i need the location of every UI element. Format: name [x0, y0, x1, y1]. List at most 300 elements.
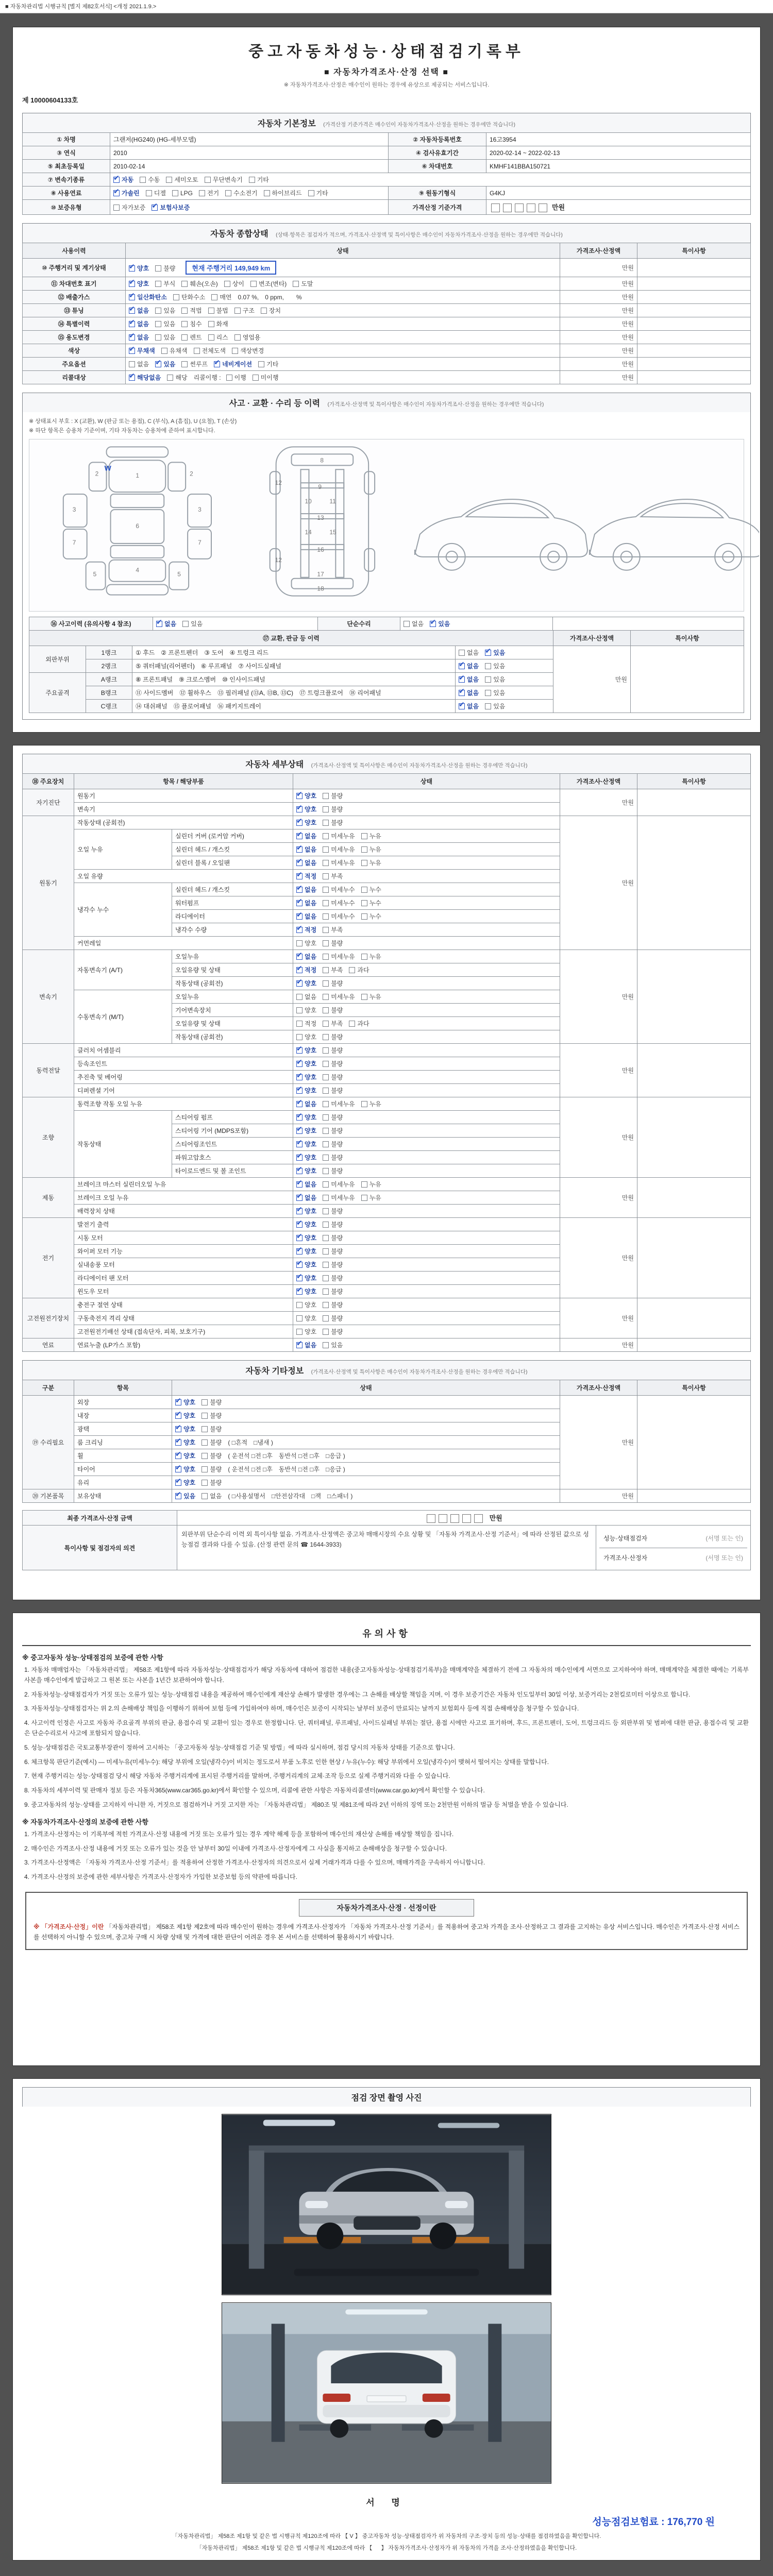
- checkbox-양호[interactable]: ✔ 양호: [296, 1274, 316, 1282]
- misc-state: [172, 1409, 560, 1422]
- section-misc-info: [22, 1360, 751, 1380]
- checkbox-불량[interactable]: 불량: [323, 1166, 343, 1175]
- checkbox-box-icon: [323, 1034, 329, 1040]
- checkbox-없음[interactable]: ✔ 없음: [156, 619, 176, 628]
- checkbox-자가보증[interactable]: 자가보증: [113, 203, 145, 212]
- checkbox-양호[interactable]: ✔ 양호: [296, 1140, 316, 1148]
- checkbox-양호[interactable]: ✔ 양호: [175, 1451, 195, 1460]
- checkbox-상이[interactable]: 상이: [224, 279, 244, 288]
- photo-1-image: [222, 2114, 551, 2295]
- detail-item: 자동변속기 (A/T): [74, 950, 172, 990]
- checkbox-box-icon: [173, 294, 179, 300]
- checkbox-box-icon: [250, 281, 257, 287]
- price-digit-box: [539, 204, 547, 212]
- comp-row-label: ⑫ 배출가스: [23, 291, 126, 304]
- checkbox-없음[interactable]: ✔ 없음: [296, 1193, 316, 1202]
- rank-items: ⑪ 사이드멤버 ⑫ 휠하우스 ⑬ 필러패널 (⑬A, ⑬B, ⑬C) ⑰ 트렁크플로어 ⑱ 리어패널: [132, 686, 456, 699]
- checkbox-리스[interactable]: 리스: [208, 333, 228, 342]
- detail-state: [293, 910, 560, 923]
- detail-state: [293, 1178, 560, 1191]
- checkbox-불량[interactable]: 불량: [323, 1126, 343, 1135]
- detail-state: [293, 1017, 560, 1030]
- checkbox-화재[interactable]: 화재: [208, 319, 228, 328]
- checkbox-없음[interactable]: ✔ 없음: [129, 319, 149, 328]
- checkbox-양호[interactable]: ✔ 양호: [175, 1438, 195, 1447]
- checkbox-box-icon: [296, 967, 303, 973]
- checkbox-보험사보증[interactable]: ✔ 보험사보증: [152, 203, 190, 212]
- checkbox-box-icon: [296, 1088, 303, 1094]
- note-cell: [637, 1178, 751, 1218]
- checkbox-불량[interactable]: 불량: [323, 1032, 343, 1041]
- checkbox-없음[interactable]: ✔ 없음: [459, 675, 479, 684]
- checkbox-없음[interactable]: ✔ 없음: [296, 885, 316, 894]
- checkbox-없음[interactable]: ✔ 없음: [296, 1099, 316, 1108]
- checkbox-있음[interactable]: ✔ 있음: [430, 619, 450, 628]
- detail-item: 등속조인트: [74, 1057, 293, 1071]
- price-digit-box: [527, 204, 535, 212]
- detail-item: 작동상태: [74, 1111, 172, 1178]
- photo-2-image: [222, 2303, 551, 2483]
- checkbox-box-icon: [459, 650, 465, 656]
- checkbox-과다[interactable]: 과다: [349, 965, 369, 974]
- checkbox-양호[interactable]: ✔ 양호: [296, 1247, 316, 1256]
- checkbox-누수[interactable]: 누수: [361, 912, 381, 921]
- checkbox-양호[interactable]: ✔ 양호: [296, 791, 316, 800]
- checkbox-없음[interactable]: ✔ 없음: [459, 702, 479, 710]
- final-price-label: 최종 가격조사·산정 금액: [23, 1511, 177, 1526]
- checkbox-box-icon: [459, 663, 465, 669]
- checkbox-불량[interactable]: 불량: [201, 1478, 222, 1487]
- checkbox-양호[interactable]: 양호: [296, 1300, 316, 1309]
- checkbox-있음[interactable]: 있음: [323, 1341, 343, 1349]
- diagram-legend: [29, 417, 744, 435]
- checkbox-누유[interactable]: 누유: [361, 992, 381, 1001]
- section-title: 사고 · 교환 · 수리 등 이력: [229, 399, 321, 409]
- checkbox-렌트[interactable]: 렌트: [181, 333, 201, 342]
- checkbox-양호[interactable]: ✔ 양호: [296, 1220, 316, 1229]
- checkbox-불량[interactable]: 불량: [323, 1274, 343, 1282]
- checkbox-미세누유[interactable]: 미세누유: [323, 858, 355, 867]
- notice-item: 7. 현재 주행거리는 성능·상태점검 당시 해당 자동차 주행거리계에 표시된 주행거리를 말하며, 주행거리계의 교체·조작 등으로 실제 주행거리와 다를 수 있습니다.: [24, 1772, 450, 1780]
- checkbox-box-icon: [296, 1329, 303, 1335]
- checkbox-영업용[interactable]: 영업용: [234, 333, 261, 342]
- checkbox-없음[interactable]: ✔ 없음: [296, 899, 316, 907]
- checkbox-부족[interactable]: 부족: [323, 965, 343, 974]
- checkbox-box-icon: [323, 940, 329, 946]
- checkbox-불량[interactable]: 불량: [323, 1327, 343, 1336]
- checkbox-양호[interactable]: ✔ 양호: [296, 1126, 316, 1135]
- detail-state: [293, 1298, 560, 1312]
- checkbox-누유[interactable]: 누유: [361, 1180, 381, 1189]
- checkbox-기타[interactable]: 기타: [258, 360, 278, 368]
- checkbox-있음[interactable]: 있음: [485, 688, 505, 697]
- checkbox-탄화수소[interactable]: 탄화수소: [173, 293, 205, 301]
- checkbox-box-icon: [323, 1208, 329, 1214]
- checkbox-미세누수[interactable]: 미세누수: [323, 912, 355, 921]
- checkbox-불량[interactable]: 불량: [323, 939, 343, 947]
- checkbox-적정[interactable]: ✔ 적정: [296, 925, 316, 934]
- column-header: 특이사항: [637, 1380, 751, 1396]
- checkbox-도말[interactable]: 도말: [293, 279, 313, 288]
- checkbox-불량[interactable]: 불량: [323, 1207, 343, 1215]
- checkbox-양호[interactable]: ✔ 양호: [296, 1046, 316, 1055]
- checkbox-양호[interactable]: 양호: [296, 939, 316, 947]
- svg-text:3: 3: [198, 505, 201, 513]
- checkbox-불량[interactable]: 불량: [323, 1233, 343, 1242]
- checkbox-없음[interactable]: ✔ 없음: [296, 858, 316, 867]
- checkbox-불량[interactable]: 불량: [323, 1140, 343, 1148]
- car-diagram-svg: [29, 442, 759, 606]
- checkbox-양호[interactable]: ✔ 양호: [129, 279, 149, 288]
- form-reference-bar: [0, 0, 773, 13]
- note-cell: [637, 331, 751, 344]
- checkbox-불법[interactable]: 불법: [208, 306, 228, 315]
- checkbox-양호[interactable]: ✔ 양호: [296, 1113, 316, 1122]
- checkbox-불량[interactable]: 불량: [323, 1247, 343, 1256]
- checkbox-미세누유[interactable]: 미세누유: [323, 1099, 355, 1108]
- checkbox-box-icon: [140, 177, 146, 183]
- checkbox-없음[interactable]: ✔ 없음: [296, 832, 316, 840]
- checkbox-해당[interactable]: 해당: [167, 373, 187, 382]
- checkbox-부족[interactable]: 부족: [323, 925, 343, 934]
- checkbox-누유[interactable]: 누유: [361, 1193, 381, 1202]
- checkbox-box-icon: [323, 1235, 329, 1241]
- checkbox-양호[interactable]: ✔ 양호: [296, 805, 316, 814]
- checkbox-불량[interactable]: 불량: [323, 1046, 343, 1055]
- detail-item: 오일 유량: [74, 870, 293, 883]
- checkbox-불량[interactable]: 불량: [323, 818, 343, 827]
- checkbox-기타[interactable]: 기타: [249, 175, 269, 184]
- checkbox-없음[interactable]: ✔ 없음: [129, 306, 149, 315]
- checkbox-네비게이션[interactable]: ✔ 네비게이션: [214, 360, 252, 368]
- checkbox-없음[interactable]: 없음: [296, 992, 316, 1001]
- detail-row: [23, 1044, 751, 1057]
- checkbox-box-icon: [175, 1399, 181, 1405]
- checkbox-썬루프[interactable]: 썬루프: [181, 360, 208, 368]
- misc-state: ✔ 양호 불량 ( □흔적 □냄새 ): [172, 1436, 560, 1449]
- checkbox-없음[interactable]: ✔ 없음: [296, 845, 316, 854]
- checkbox-양호[interactable]: ✔ 양호: [296, 1207, 316, 1215]
- checkbox-양호[interactable]: 양호: [296, 1032, 316, 1041]
- checkbox-없음[interactable]: ✔ 없음: [296, 912, 316, 921]
- detail-item: 변속기: [74, 803, 293, 816]
- checkbox-불량[interactable]: 불량: [323, 1287, 343, 1296]
- checkbox-수동[interactable]: 수동: [140, 175, 160, 184]
- checkbox-없음[interactable]: 없음: [404, 619, 424, 628]
- checkbox-양호[interactable]: ✔ 양호: [296, 818, 316, 827]
- checkbox-있음[interactable]: ✔ 있음: [485, 648, 505, 657]
- checkbox-불량[interactable]: 불량: [323, 1113, 343, 1122]
- checkbox-box-icon: [208, 321, 214, 327]
- checkbox-유채색[interactable]: 유채색: [161, 346, 188, 355]
- checkbox-하이브리드[interactable]: 하이브리드: [264, 189, 302, 197]
- checkbox-훼손(오손)[interactable]: 훼손(오손): [181, 279, 217, 288]
- checkbox-양호[interactable]: ✔ 양호: [296, 1059, 316, 1068]
- checkbox-누수[interactable]: 누수: [361, 885, 381, 894]
- checkbox-양호[interactable]: ✔ 양호: [296, 1233, 316, 1242]
- price-digit-box: [439, 1514, 447, 1523]
- checkbox-없음[interactable]: ✔ 없음: [459, 688, 479, 697]
- detail-item: 냉각수 누수: [74, 883, 172, 937]
- detail-item: 와이퍼 모터 기능: [74, 1245, 293, 1258]
- column-header: 항목 / 해당부품: [74, 774, 293, 789]
- misc-row: [23, 1396, 751, 1409]
- note-cell: [637, 277, 751, 291]
- checkbox-무채색[interactable]: ✔ 무채색: [129, 346, 155, 355]
- checkbox-미세누유[interactable]: 미세누유: [323, 832, 355, 840]
- detail-state: [293, 977, 560, 990]
- checkbox-box-icon: [261, 308, 267, 314]
- column-header: 구분: [23, 1380, 74, 1396]
- checkbox-색상변경[interactable]: 색상변경: [232, 346, 264, 355]
- column-header: 가격조사·산정액: [553, 630, 631, 646]
- checkbox-box-icon: [308, 190, 314, 196]
- checkbox-불량[interactable]: 불량: [323, 1006, 343, 1014]
- checkbox-있음[interactable]: 있음: [485, 662, 505, 670]
- checkbox-box-icon: [264, 190, 270, 196]
- checkbox-없음[interactable]: ✔ 없음: [296, 1341, 316, 1349]
- table-header-row: [23, 774, 751, 789]
- svg-text:12: 12: [275, 479, 282, 486]
- notice-item: 8. 자동차의 세부이력 및 판매자 정보 등은 자동차365(www.car365.go.kr)에서 확인할 수 있으며, 리콜에 관한 사항은 자동차리콜센터(www.car.go.kr)에서 확인할 수 있습니다.: [24, 1787, 485, 1794]
- checkbox-불량[interactable]: 불량: [323, 1059, 343, 1068]
- detail-part: 스티어링 펌프: [172, 1111, 293, 1124]
- fuel-checks: [110, 187, 389, 200]
- inspector-sign-label: 성능·상태점검자: [603, 1534, 648, 1542]
- checkbox-적법[interactable]: 적법: [181, 306, 201, 315]
- car-diagrams: [29, 439, 744, 612]
- checkbox-box-icon: [296, 1208, 303, 1214]
- checkbox-있음[interactable]: ✔ 있음: [175, 1492, 195, 1500]
- checkbox-누유[interactable]: 누유: [361, 1099, 381, 1108]
- comp-row: [23, 358, 751, 371]
- checkbox-box-icon: [167, 375, 173, 381]
- checkbox-적정[interactable]: 적정: [296, 1019, 316, 1028]
- field-label: ④ 검사유효기간: [389, 146, 486, 160]
- checkbox-과다[interactable]: 과다: [349, 1019, 369, 1028]
- checkbox-box-icon: [199, 190, 205, 196]
- rank-name: B랭크: [86, 686, 132, 699]
- checkbox-수소전기[interactable]: 수소전기: [225, 189, 257, 197]
- checkbox-없음[interactable]: ✔ 없음: [459, 662, 479, 670]
- rank-items: ⑧ 프론트패널 ⑨ 크로스멤버 ⑩ 인사이드패널: [132, 672, 456, 686]
- checkbox-없음[interactable]: ✔ 없음: [296, 952, 316, 961]
- checkbox-box-icon: [296, 887, 303, 893]
- checkbox-세미오토[interactable]: 세미오토: [166, 175, 198, 184]
- detail-item: 브레이크 마스터 실린더오일 누유: [74, 1178, 293, 1191]
- checkbox-구조[interactable]: 구조: [234, 306, 255, 315]
- checkbox-box-icon: [296, 1262, 303, 1268]
- checkbox-있음[interactable]: 있음: [155, 333, 175, 342]
- checkbox-가솔린[interactable]: ✔ 가솔린: [113, 189, 140, 197]
- detail-item: 고전원전기배선 상태 (접속단자, 피복, 보호기구): [74, 1325, 293, 1338]
- checkbox-있음[interactable]: 있음: [485, 675, 505, 684]
- checkbox-불량[interactable]: 불량: [323, 1086, 343, 1095]
- checkbox-불량[interactable]: 불량: [323, 979, 343, 988]
- checkbox-양호[interactable]: ✔ 양호: [296, 979, 316, 988]
- checkbox-양호[interactable]: ✔ 양호: [175, 1465, 195, 1473]
- checkbox-매연[interactable]: 매연: [211, 293, 231, 301]
- checkbox-box-icon: [296, 1289, 303, 1295]
- checkbox-box-icon: [296, 900, 303, 906]
- checkbox-적정[interactable]: ✔ 적정: [296, 965, 316, 974]
- checkbox-box-icon: [181, 281, 188, 287]
- checkbox-불량[interactable]: 불량: [323, 1153, 343, 1162]
- checkbox-변조(변타)[interactable]: 변조(변타): [250, 279, 287, 288]
- price-unit: 만원: [489, 1514, 502, 1522]
- comp-row-state: [126, 259, 560, 277]
- checkbox-미세누수[interactable]: 미세누수: [323, 899, 355, 907]
- detail-item: 동력조향 작동 오일 누유: [74, 1097, 293, 1111]
- checkbox-침수[interactable]: 침수: [181, 319, 201, 328]
- checkbox-양호[interactable]: ✔ 양호: [175, 1425, 195, 1433]
- checkbox-양호[interactable]: ✔ 양호: [129, 264, 149, 273]
- checkbox-불량[interactable]: 불량: [323, 791, 343, 800]
- checkbox-미이행[interactable]: 미이행: [253, 373, 279, 382]
- checkbox-양호[interactable]: 양호: [296, 1314, 316, 1323]
- checkbox-누수[interactable]: 누수: [361, 899, 381, 907]
- checkbox-box-icon: [224, 281, 230, 287]
- checkbox-box-icon: [146, 190, 152, 196]
- checkbox-불량[interactable]: 불량: [323, 1220, 343, 1229]
- checkbox-불량[interactable]: 불량: [201, 1411, 222, 1420]
- misc-item: 보유상태: [74, 1489, 172, 1503]
- checkbox-양호[interactable]: ✔ 양호: [296, 1287, 316, 1296]
- checkbox-해당없음[interactable]: ✔ 해당없음: [129, 373, 161, 382]
- checkbox-불량[interactable]: 불량: [323, 1300, 343, 1309]
- checkbox-불량[interactable]: 불량: [201, 1451, 222, 1460]
- checkbox-이행[interactable]: 이행: [226, 373, 246, 382]
- checkbox-있음[interactable]: 있음: [485, 702, 505, 710]
- checkbox-있음[interactable]: 있음: [155, 306, 175, 315]
- detail-state: [293, 1245, 560, 1258]
- checkbox-box-icon: [323, 954, 329, 960]
- column-header: 상태: [293, 774, 560, 789]
- misc-state: ✔ 양호 불량 ( 운전석 □전 □후 동반석 □전 □후 □응급 ): [172, 1463, 560, 1476]
- checkbox-LPG[interactable]: LPG: [172, 190, 193, 197]
- checkbox-부족[interactable]: 부족: [323, 872, 343, 880]
- comp-row-state: [126, 358, 560, 371]
- checkbox-양호[interactable]: ✔ 양호: [296, 1073, 316, 1081]
- section-note: (가격산정 기준가격은 매수인이 자동차가격조사·산정을 원하는 경우에만 적습니다): [323, 122, 515, 128]
- checkbox-box-icon: [175, 1413, 181, 1419]
- comp-row-state: [126, 304, 560, 317]
- checkbox-디젤[interactable]: 디젤: [146, 189, 166, 197]
- checkbox-누유[interactable]: 누유: [361, 858, 381, 867]
- checkbox-box-icon: [181, 321, 188, 327]
- checkbox-장치[interactable]: 장치: [261, 306, 281, 315]
- checkbox-부족[interactable]: 부족: [323, 1019, 343, 1028]
- detail-part: 워터펌프: [172, 896, 293, 910]
- checkbox-누유[interactable]: 누유: [361, 952, 381, 961]
- checkbox-양호[interactable]: ✔ 양호: [175, 1398, 195, 1406]
- checkbox-box-icon: [129, 375, 135, 381]
- checkbox-기타[interactable]: 기타: [308, 189, 328, 197]
- checkbox-box-icon: [430, 621, 436, 627]
- checkbox-불량[interactable]: 불량: [323, 1260, 343, 1269]
- checkbox-box-icon: [175, 1426, 181, 1432]
- checkbox-무단변속기[interactable]: 무단변속기: [205, 175, 243, 184]
- first-registration-value: 2010-02-14: [110, 160, 389, 173]
- checkbox-불량[interactable]: 불량: [323, 1073, 343, 1081]
- checkbox-없음[interactable]: 없음: [459, 648, 479, 657]
- checkbox-불량[interactable]: 불량: [201, 1398, 222, 1406]
- checkbox-미세누유[interactable]: 미세누유: [323, 1180, 355, 1189]
- section-basic-info: [22, 113, 751, 132]
- checkbox-box-icon: [361, 913, 367, 920]
- checkbox-없음[interactable]: 없음: [201, 1492, 222, 1500]
- legend-line-2: ※ 하단 항목은 승용차 기준이며, 기타 자동차는 승용차에 준하여 표시합니다.: [29, 427, 215, 434]
- warranty-type-checks: [110, 200, 389, 215]
- checkbox-미세누수[interactable]: 미세누수: [323, 885, 355, 894]
- checkbox-box-icon: [323, 1315, 329, 1321]
- checkbox-양호[interactable]: 양호: [296, 1006, 316, 1014]
- opinion-text: 외판부위 단순수리 이력 외 특이사항 없음. 가격조사·산정액은 중고차 매매시장의 수요 상황 및 「자동차 가격조사·산정 기준서」에 따라 산정된 값으로 성능점검 결과와 다를 수 있음. (산정 관련 문의 ☎ 1644-3933): [181, 1531, 589, 1548]
- checkbox-box-icon: [323, 1061, 329, 1067]
- checkbox-box-icon: [214, 361, 220, 367]
- checkbox-자동[interactable]: ✔ 자동: [113, 175, 133, 184]
- checkbox-있음[interactable]: 있음: [182, 619, 203, 628]
- checkbox-미세누유[interactable]: 미세누유: [323, 1193, 355, 1202]
- checkbox-box-icon: [323, 1141, 329, 1147]
- checkbox-전체도색[interactable]: 전체도색: [194, 346, 226, 355]
- checkbox-없음[interactable]: ✔ 없음: [129, 333, 149, 342]
- checkbox-양호[interactable]: ✔ 양호: [296, 1086, 316, 1095]
- checkbox-부식[interactable]: 부식: [155, 279, 175, 288]
- checkbox-일산화탄소[interactable]: ✔ 일산화탄소: [129, 293, 167, 301]
- checkbox-불량[interactable]: 불량: [323, 1314, 343, 1323]
- checkbox-양호[interactable]: ✔ 양호: [296, 1153, 316, 1162]
- checkbox-불량[interactable]: 불량: [201, 1438, 222, 1447]
- comp-row: [23, 317, 751, 331]
- note-cell: [637, 1218, 751, 1298]
- checkbox-누유[interactable]: 누유: [361, 832, 381, 840]
- checkbox-미세누유[interactable]: 미세누유: [323, 952, 355, 961]
- checkbox-있음[interactable]: 있음: [155, 319, 175, 328]
- note-cell: [637, 304, 751, 317]
- opinion-text-cell: [177, 1526, 596, 1570]
- checkbox-양호[interactable]: ✔ 양호: [175, 1478, 195, 1487]
- detail-state: [293, 1312, 560, 1325]
- signature-section: [22, 2495, 751, 2528]
- misc-info-table: [22, 1380, 751, 1503]
- price-digit-box: [515, 204, 524, 212]
- checkbox-양호[interactable]: 양호: [296, 1327, 316, 1336]
- checkbox-box-icon: [323, 860, 329, 866]
- checkbox-누유[interactable]: 누유: [361, 845, 381, 854]
- checkbox-없음[interactable]: ✔ 없음: [296, 1180, 316, 1189]
- checkbox-불량[interactable]: 불량: [323, 805, 343, 814]
- checkbox-적정[interactable]: ✔ 적정: [296, 872, 316, 880]
- checkbox-양호[interactable]: ✔ 양호: [296, 1260, 316, 1269]
- signature-label: 서 명: [366, 2498, 407, 2507]
- checkbox-불량[interactable]: 불량: [155, 264, 175, 273]
- checkbox-불량[interactable]: 불량: [201, 1465, 222, 1473]
- checkbox-불량[interactable]: 불량: [201, 1425, 222, 1433]
- table-row: [23, 160, 751, 173]
- checkbox-양호[interactable]: ✔ 양호: [175, 1411, 195, 1420]
- svg-text:1: 1: [136, 471, 140, 479]
- checkbox-있음[interactable]: ✔ 있음: [155, 360, 175, 368]
- table-row: [23, 133, 751, 146]
- checkbox-양호[interactable]: ✔ 양호: [296, 1166, 316, 1175]
- accident-history-label: ⑯ 사고이력 (유의사항 4 참조): [29, 617, 153, 630]
- checkbox-전기[interactable]: 전기: [199, 189, 219, 197]
- checkbox-미세누유[interactable]: 미세누유: [323, 992, 355, 1001]
- table-row: [23, 1511, 751, 1526]
- checkbox-없음[interactable]: 없음: [129, 360, 149, 368]
- checkbox-미세누유[interactable]: 미세누유: [323, 845, 355, 854]
